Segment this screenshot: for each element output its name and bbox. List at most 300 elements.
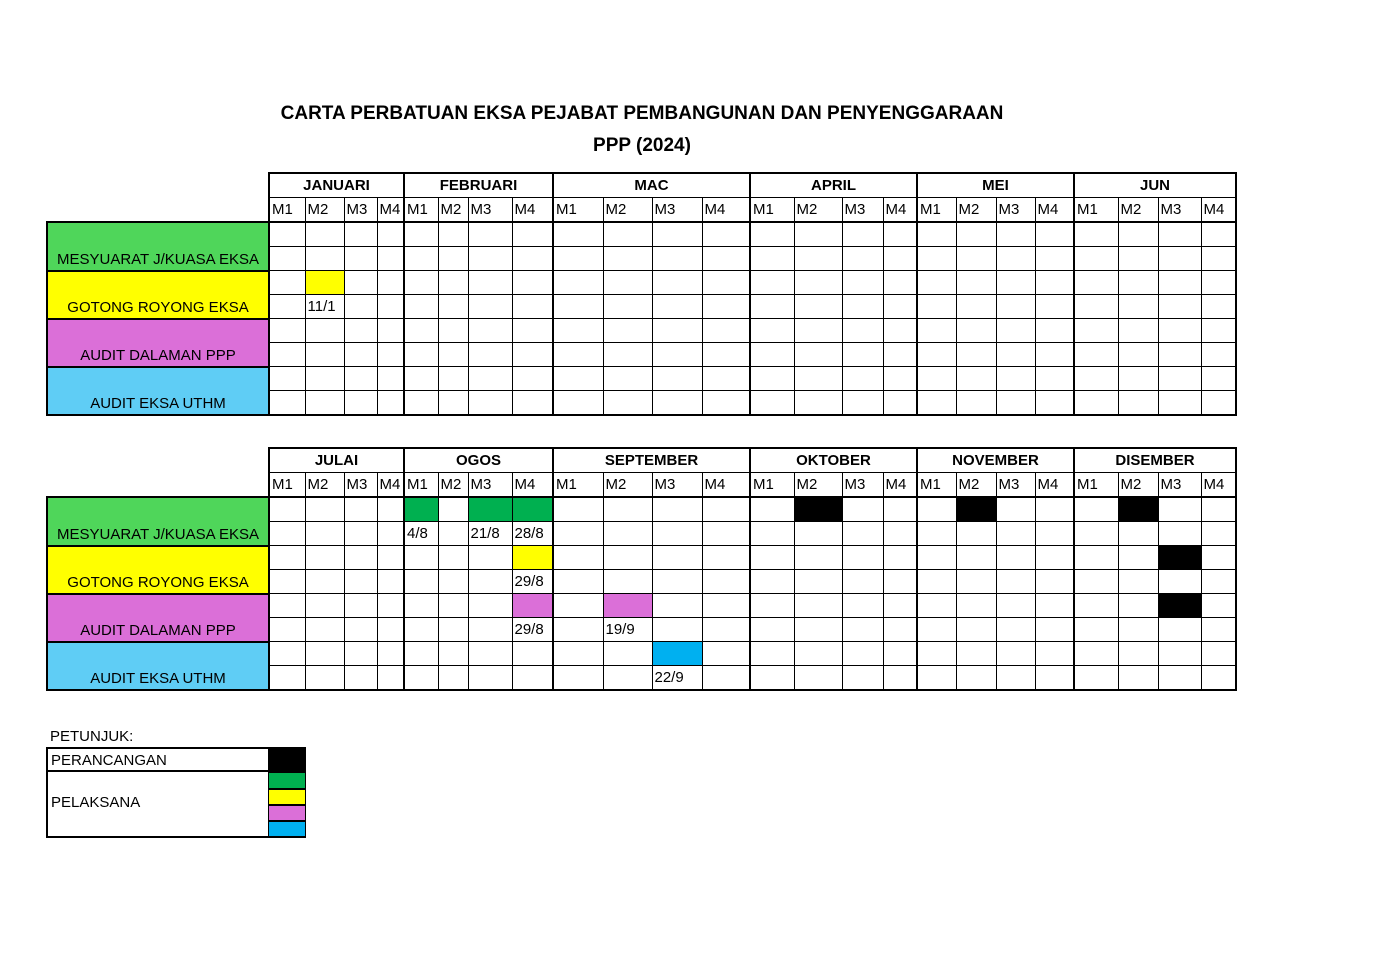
schedule-cell [377, 247, 404, 271]
mark-date: 4/8 [404, 522, 438, 546]
week-header: M2 [438, 198, 468, 223]
schedule-cell [702, 594, 750, 618]
schedule-cell [883, 319, 917, 343]
schedule-cell [553, 642, 603, 666]
schedule-cell [344, 319, 377, 343]
week-header: M2 [1118, 198, 1158, 223]
schedule-cell [512, 295, 553, 319]
mark-date [956, 522, 996, 546]
schedule-cell [269, 367, 305, 391]
schedule-cell [1118, 391, 1158, 416]
schedule-cell [702, 618, 750, 642]
schedule-cell [996, 618, 1035, 642]
schedule-cell [344, 522, 377, 546]
week-header: M4 [512, 473, 553, 498]
week-header: M3 [1158, 198, 1201, 223]
schedule-mark-yellow [305, 271, 344, 295]
schedule-cell [956, 391, 996, 416]
schedule-cell [883, 343, 917, 367]
schedule-cell [842, 666, 883, 691]
schedule-cell [652, 295, 702, 319]
schedule-cell [842, 642, 883, 666]
schedule-mark-blue [652, 642, 702, 666]
schedule-cell [917, 546, 956, 570]
chart-title: CARTA PERBATUAN EKSA PEJABAT PEMBANGUNAN DAN PENYENGGARAAN [280, 103, 1004, 124]
schedule-cell [344, 222, 377, 247]
schedule-cell [404, 546, 438, 570]
schedule-cell [1035, 546, 1074, 570]
schedule-cell [917, 497, 956, 522]
schedule-cell [652, 271, 702, 295]
schedule-cell [468, 295, 512, 319]
week-header: M3 [1158, 473, 1201, 498]
schedule-cell [1201, 319, 1236, 343]
week-header: M4 [1201, 198, 1236, 223]
schedule-cell [702, 222, 750, 247]
week-header: M3 [842, 473, 883, 498]
schedule-cell [996, 222, 1035, 247]
schedule-cell [1118, 343, 1158, 367]
schedule-cell [553, 570, 603, 594]
schedule-cell [603, 391, 652, 416]
mark-date: 11/1 [305, 295, 344, 319]
schedule-cell [468, 367, 512, 391]
schedule-cell [1035, 497, 1074, 522]
schedule-cell [603, 295, 652, 319]
week-header: M3 [468, 198, 512, 223]
schedule-cell [917, 343, 956, 367]
schedule-cell [512, 343, 553, 367]
schedule-cell [468, 343, 512, 367]
schedule-cell [883, 247, 917, 271]
schedule-cell [917, 666, 956, 691]
week-header: M2 [956, 198, 996, 223]
week-header: M3 [344, 198, 377, 223]
schedule-cell [956, 546, 996, 570]
week-header: M3 [468, 473, 512, 498]
schedule-cell [842, 546, 883, 570]
schedule-cell [794, 247, 842, 271]
schedule-cell [702, 343, 750, 367]
schedule-cell [1118, 222, 1158, 247]
schedule-cell [512, 222, 553, 247]
schedule-cell [996, 570, 1035, 594]
schedule-cell [794, 666, 842, 691]
schedule-cell [1074, 319, 1118, 343]
schedule-cell [702, 546, 750, 570]
schedule-cell [750, 618, 794, 642]
schedule-cell [750, 367, 794, 391]
schedule-cell [1201, 271, 1236, 295]
schedule-cell [603, 271, 652, 295]
schedule-cell [1035, 391, 1074, 416]
schedule-cell [996, 546, 1035, 570]
schedule-cell [842, 570, 883, 594]
schedule-cell [996, 391, 1035, 416]
schedule-cell [1118, 295, 1158, 319]
schedule-cell [652, 247, 702, 271]
week-header: M2 [956, 473, 996, 498]
schedule-cell [794, 343, 842, 367]
schedule-cell [512, 391, 553, 416]
schedule-cell [956, 247, 996, 271]
schedule-cell [996, 319, 1035, 343]
week-header: M4 [1035, 473, 1074, 498]
schedule-cell [794, 367, 842, 391]
schedule-cell [652, 546, 702, 570]
schedule-mark-pink [512, 594, 553, 618]
schedule-cell [438, 666, 468, 691]
schedule-cell [269, 642, 305, 666]
schedule-cell [702, 271, 750, 295]
schedule-cell [377, 642, 404, 666]
schedule-cell [553, 367, 603, 391]
schedule-cell [702, 295, 750, 319]
legend-swatch-black [268, 747, 306, 772]
week-header: M2 [794, 473, 842, 498]
week-header: M1 [750, 473, 794, 498]
schedule-cell [842, 343, 883, 367]
schedule-cell [1118, 247, 1158, 271]
week-header: M2 [794, 198, 842, 223]
schedule-cell [404, 666, 438, 691]
schedule-cell [652, 570, 702, 594]
schedule-cell [305, 367, 344, 391]
schedule-cell [269, 618, 305, 642]
week-header: M4 [702, 473, 750, 498]
schedule-cell [404, 343, 438, 367]
schedule-cell [956, 319, 996, 343]
schedule-cell [438, 497, 468, 522]
schedule-mark-green [512, 497, 553, 522]
schedule-cell [1074, 367, 1118, 391]
schedule-cell [794, 570, 842, 594]
week-header: M4 [702, 198, 750, 223]
schedule-cell [468, 666, 512, 691]
schedule-cell [344, 497, 377, 522]
schedule-cell [996, 295, 1035, 319]
month-header: JULAI [269, 448, 404, 473]
schedule-cell [996, 343, 1035, 367]
week-header: M2 [305, 473, 344, 498]
schedule-cell [553, 594, 603, 618]
schedule-cell [956, 570, 996, 594]
schedule-cell [305, 546, 344, 570]
schedule-cell [344, 546, 377, 570]
schedule-cell [305, 618, 344, 642]
schedule-cell [1201, 642, 1236, 666]
schedule-cell [377, 319, 404, 343]
schedule-cell [1035, 271, 1074, 295]
schedule-cell [305, 666, 344, 691]
schedule-cell [603, 367, 652, 391]
schedule-cell [377, 343, 404, 367]
schedule-cell [1035, 570, 1074, 594]
schedule-cell [702, 391, 750, 416]
mark-date: 21/8 [468, 522, 512, 546]
schedule-cell [1035, 618, 1074, 642]
week-header: M1 [553, 198, 603, 223]
schedule-cell [842, 295, 883, 319]
schedule-cell [468, 546, 512, 570]
week-header: M3 [652, 198, 702, 223]
schedule-cell [917, 642, 956, 666]
schedule-cell [1201, 367, 1236, 391]
schedule-cell [512, 666, 553, 691]
month-header: JUN [1074, 173, 1236, 198]
schedule-cell [842, 319, 883, 343]
schedule-cell [344, 618, 377, 642]
schedule-cell [1035, 522, 1074, 546]
schedule-cell [883, 391, 917, 416]
schedule-cell [842, 594, 883, 618]
schedule-cell [794, 295, 842, 319]
schedule-cell [553, 247, 603, 271]
schedule-mark-black [1158, 546, 1201, 570]
schedule-cell [1118, 367, 1158, 391]
schedule-cell [377, 666, 404, 691]
schedule-cell [883, 295, 917, 319]
schedule-cell [377, 222, 404, 247]
legend-swatch-pink [268, 805, 306, 821]
schedule-cell [1074, 247, 1118, 271]
schedule-cell [1074, 546, 1118, 570]
schedule-cell [1118, 618, 1158, 642]
schedule-cell [468, 319, 512, 343]
schedule-cell [377, 546, 404, 570]
schedule-cell [512, 271, 553, 295]
schedule-table-jul-dec [46, 447, 1237, 691]
schedule-cell [1118, 546, 1158, 570]
schedule-cell [917, 247, 956, 271]
mark-date [1158, 570, 1201, 594]
schedule-cell [1074, 666, 1118, 691]
schedule-cell [1201, 594, 1236, 618]
schedule-cell [750, 546, 794, 570]
schedule-cell [794, 319, 842, 343]
schedule-cell [917, 367, 956, 391]
schedule-cell [702, 497, 750, 522]
schedule-cell [438, 222, 468, 247]
schedule-cell [702, 570, 750, 594]
legend-pelaksana-label: PELAKSANA [46, 772, 268, 838]
schedule-cell [404, 391, 438, 416]
activity-label: AUDIT DALAMAN PPP [47, 594, 269, 642]
schedule-cell [305, 247, 344, 271]
schedule-cell [1158, 247, 1201, 271]
schedule-cell [1158, 222, 1201, 247]
schedule-cell [956, 295, 996, 319]
schedule-cell [750, 319, 794, 343]
schedule-cell [603, 522, 652, 546]
schedule-cell [917, 618, 956, 642]
schedule-cell [1158, 271, 1201, 295]
schedule-mark-pink [603, 594, 652, 618]
schedule-cell [794, 546, 842, 570]
schedule-cell [1201, 497, 1236, 522]
schedule-cell [1035, 666, 1074, 691]
schedule-cell [883, 546, 917, 570]
schedule-cell [956, 594, 996, 618]
schedule-cell [1158, 522, 1201, 546]
schedule-cell [468, 642, 512, 666]
schedule-cell [883, 497, 917, 522]
schedule-cell [512, 319, 553, 343]
schedule-cell [269, 594, 305, 618]
schedule-cell [603, 343, 652, 367]
schedule-cell [750, 594, 794, 618]
schedule-cell [377, 618, 404, 642]
schedule-cell [305, 522, 344, 546]
schedule-cell [842, 247, 883, 271]
mark-date: 29/8 [512, 618, 553, 642]
schedule-cell [750, 222, 794, 247]
schedule-cell [1158, 319, 1201, 343]
schedule-cell [652, 343, 702, 367]
schedule-cell [404, 271, 438, 295]
schedule-cell [377, 594, 404, 618]
schedule-cell [883, 570, 917, 594]
week-header: M1 [553, 473, 603, 498]
schedule-cell [468, 594, 512, 618]
schedule-cell [404, 618, 438, 642]
schedule-cell [702, 319, 750, 343]
schedule-cell [344, 247, 377, 271]
week-header: M1 [269, 473, 305, 498]
mark-date [1118, 522, 1158, 546]
schedule-cell [404, 594, 438, 618]
week-header: M3 [344, 473, 377, 498]
schedule-cell [794, 222, 842, 247]
schedule-cell [702, 367, 750, 391]
schedule-cell [1118, 271, 1158, 295]
schedule-cell [794, 271, 842, 295]
week-header: M2 [305, 198, 344, 223]
schedule-cell [917, 391, 956, 416]
schedule-cell [404, 222, 438, 247]
schedule-cell [652, 319, 702, 343]
month-header: MEI [917, 173, 1074, 198]
month-header: APRIL [750, 173, 917, 198]
legend-swatch-green [268, 772, 306, 789]
schedule-cell [404, 367, 438, 391]
activity-label: MESYUARAT J/KUASA EKSA [47, 497, 269, 546]
schedule-cell [917, 295, 956, 319]
month-header: JANUARI [269, 173, 404, 198]
week-header: M1 [269, 198, 305, 223]
schedule-cell [842, 222, 883, 247]
schedule-cell [269, 319, 305, 343]
week-header: M3 [996, 198, 1035, 223]
schedule-cell [438, 546, 468, 570]
schedule-cell [794, 618, 842, 642]
week-header: M4 [883, 473, 917, 498]
schedule-cell [377, 271, 404, 295]
schedule-cell [1035, 319, 1074, 343]
schedule-cell [917, 222, 956, 247]
schedule-cell [1074, 618, 1118, 642]
schedule-cell [269, 666, 305, 691]
schedule-cell [702, 666, 750, 691]
schedule-cell [1158, 367, 1201, 391]
schedule-cell [1035, 642, 1074, 666]
schedule-cell [438, 570, 468, 594]
schedule-cell [652, 522, 702, 546]
week-header: M1 [404, 198, 438, 223]
month-header: NOVEMBER [917, 448, 1074, 473]
schedule-cell [1074, 497, 1118, 522]
schedule-cell [438, 391, 468, 416]
schedule-cell [702, 522, 750, 546]
schedule-mark-black [956, 497, 996, 522]
schedule-cell [996, 594, 1035, 618]
schedule-cell [652, 391, 702, 416]
schedule-cell [652, 497, 702, 522]
schedule-cell [1074, 570, 1118, 594]
schedule-cell [1158, 642, 1201, 666]
schedule-cell [750, 570, 794, 594]
activity-label: AUDIT DALAMAN PPP [47, 319, 269, 367]
schedule-cell [1201, 546, 1236, 570]
schedule-cell [794, 594, 842, 618]
week-header: M1 [1074, 473, 1118, 498]
activity-label: AUDIT EKSA UTHM [47, 367, 269, 416]
schedule-cell [702, 247, 750, 271]
schedule-cell [1035, 247, 1074, 271]
schedule-cell [603, 497, 652, 522]
schedule-mark-black [1158, 594, 1201, 618]
schedule-cell [1118, 570, 1158, 594]
mark-date: 22/9 [652, 666, 702, 691]
schedule-cell [305, 319, 344, 343]
schedule-cell [1035, 594, 1074, 618]
schedule-cell [553, 271, 603, 295]
schedule-cell [344, 570, 377, 594]
schedule-cell [269, 570, 305, 594]
week-header: M3 [652, 473, 702, 498]
schedule-cell [956, 271, 996, 295]
schedule-cell [468, 271, 512, 295]
schedule-cell [344, 642, 377, 666]
schedule-cell [438, 367, 468, 391]
schedule-cell [956, 222, 996, 247]
schedule-cell [917, 271, 956, 295]
schedule-cell [603, 247, 652, 271]
schedule-cell [652, 367, 702, 391]
week-header: M2 [438, 473, 468, 498]
schedule-cell [344, 391, 377, 416]
week-header: M1 [1074, 198, 1118, 223]
schedule-cell [917, 522, 956, 546]
schedule-cell [652, 618, 702, 642]
schedule-cell [956, 618, 996, 642]
schedule-cell [1201, 666, 1236, 691]
schedule-cell [702, 642, 750, 666]
schedule-cell [1074, 522, 1118, 546]
schedule-mark-green [404, 497, 438, 522]
legend [46, 747, 306, 838]
legend-swatch-blue [268, 821, 306, 838]
schedule-cell [1074, 391, 1118, 416]
schedule-cell [750, 295, 794, 319]
legend-swatch-yellow [268, 789, 306, 805]
schedule-cell [883, 222, 917, 247]
schedule-cell [553, 222, 603, 247]
schedule-table-jan-jun [46, 172, 1237, 416]
month-header: SEPTEMBER [553, 448, 750, 473]
schedule-cell [305, 222, 344, 247]
schedule-cell [603, 642, 652, 666]
